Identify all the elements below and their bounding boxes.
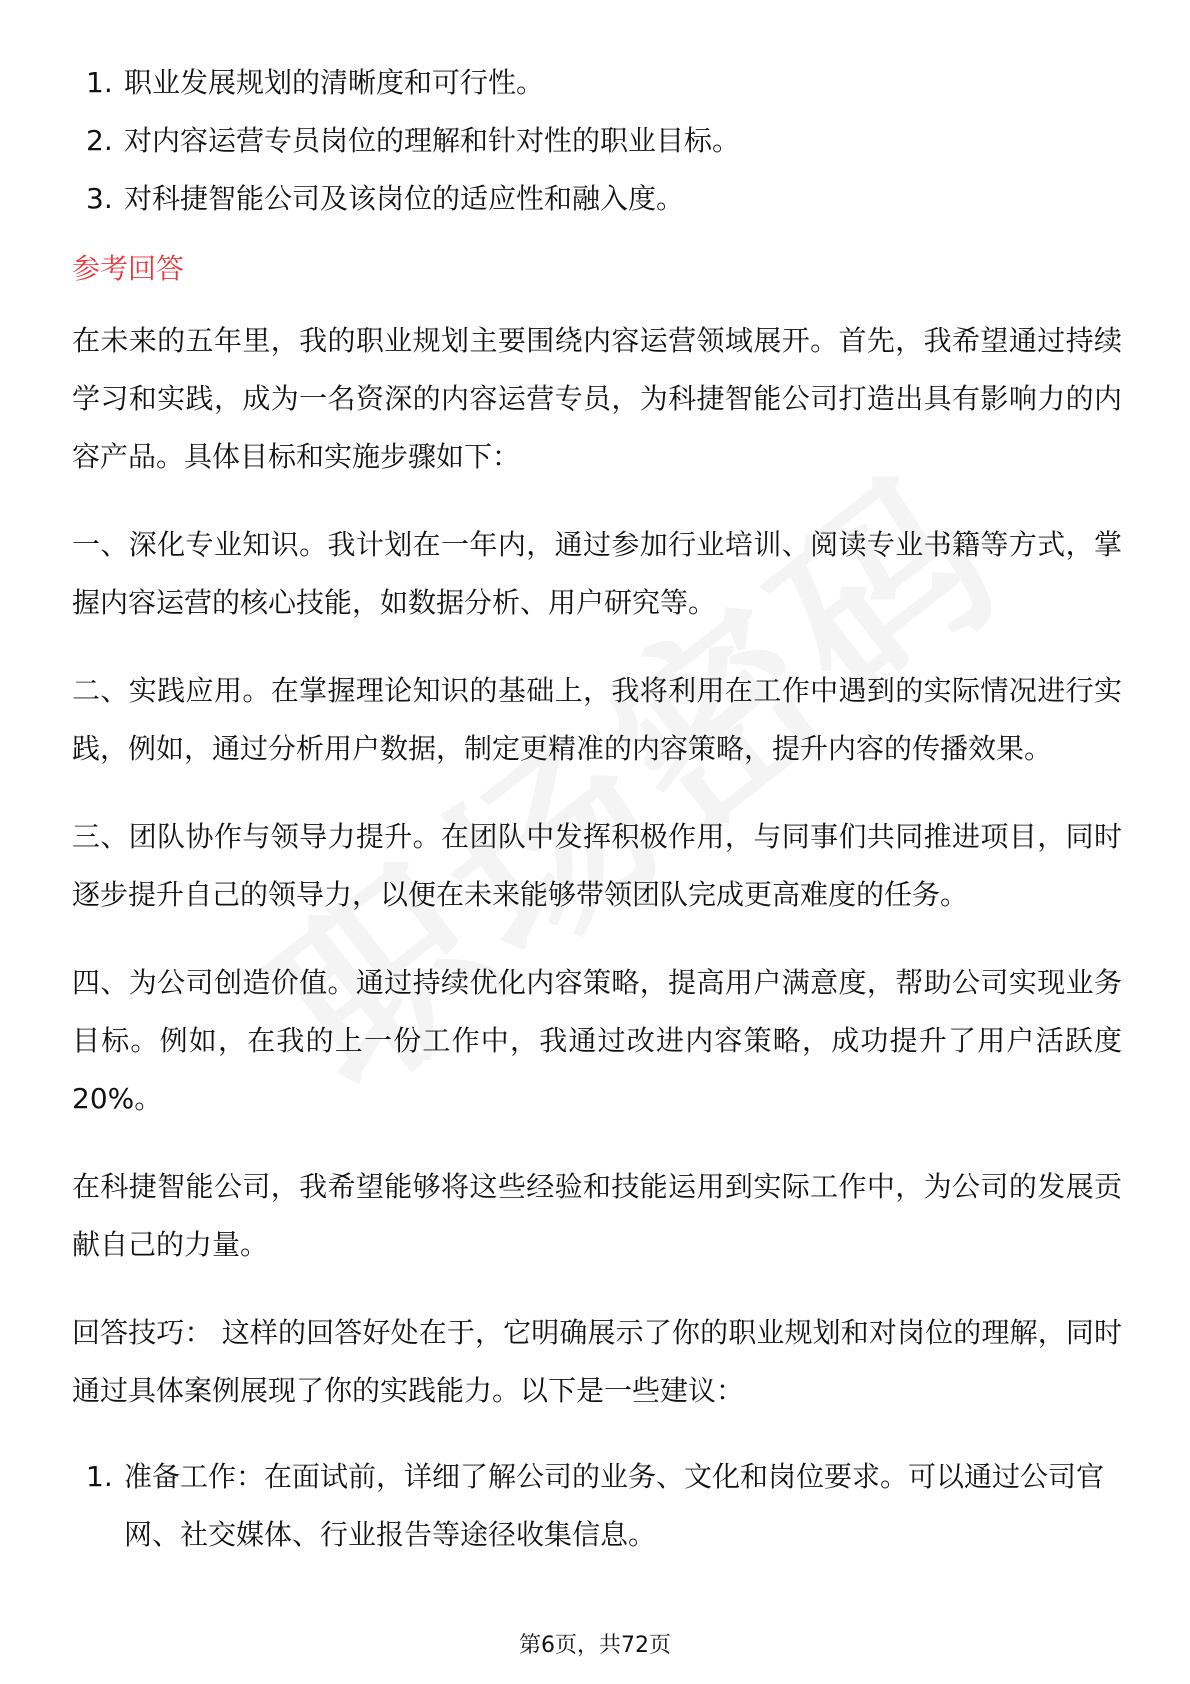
list-item-text: 准备工作：在面试前，详细了解公司的业务、文化和岗位要求。可以通过公司官网、社交媒体、行业报告等途径收集信息。 — [124, 1460, 1105, 1551]
section-heading: 参考回答 — [72, 252, 185, 285]
list-item — [72, 112, 1122, 170]
list-item-text: 对科捷智能公司及该岗位的适应性和融入度。 — [124, 182, 685, 215]
list-item — [72, 1448, 1122, 1564]
list-item-number: 2. — [86, 124, 113, 157]
paragraph: 在未来的五年里，我的职业规划主要围绕内容运营领域展开。首先，我希望通过持续学习和实践，成为一名资深的内容运营专员，为科捷智能公司打造出具有影响力的内容产品。具体目标和实施步骤如下： — [72, 324, 1122, 473]
list-item-number: 1. — [86, 1460, 113, 1493]
list-item-number: 1. — [86, 66, 113, 99]
list-item — [72, 170, 1122, 228]
paragraph: 在科捷智能公司，我希望能够将这些经验和技能运用到实际工作中，为公司的发展贡献自己的力量。 — [72, 1170, 1122, 1261]
list-item-number: 3. — [86, 182, 113, 215]
list-item — [72, 54, 1122, 112]
paragraph: 三、团队协作与领导力提升。在团队中发挥积极作用，与同事们共同推进项目，同时逐步提升自己的领导力，以便在未来能够带领团队完成更高难度的任务。 — [72, 820, 1122, 911]
paragraph: 一、深化专业知识。我计划在一年内，通过参加行业培训、阅读专业书籍等方式，掌握内容运营的核心技能，如数据分析、用户研究等。 — [72, 528, 1122, 619]
list-item-text: 对内容运营专员岗位的理解和针对性的职业目标。 — [124, 124, 741, 157]
page-footer: 第6页，共72页 — [519, 1633, 671, 1658]
page-content — [72, 54, 1122, 1564]
list-item-text: 职业发展规划的清晰度和可行性。 — [124, 66, 545, 99]
paragraph: 四、为公司创造价值。通过持续优化内容策略，提高用户满意度，帮助公司实现业务目标。例如，在我的上一份工作中，我通过改进内容策略，成功提升了用户活跃度20%。 — [72, 966, 1122, 1115]
tips-list — [72, 1448, 1122, 1564]
criteria-list — [72, 54, 1122, 228]
paragraph: 二、实践应用。在掌握理论知识的基础上，我将利用在工作中遇到的实际情况进行实践，例如，通过分析用户数据，制定更精准的内容策略，提升内容的传播效果。 — [72, 674, 1122, 765]
paragraph: 回答技巧： 这样的回答好处在于，它明确展示了你的职业规划和对岗位的理解，同时通过具体案例展现了你的实践能力。以下是一些建议： — [72, 1316, 1122, 1407]
